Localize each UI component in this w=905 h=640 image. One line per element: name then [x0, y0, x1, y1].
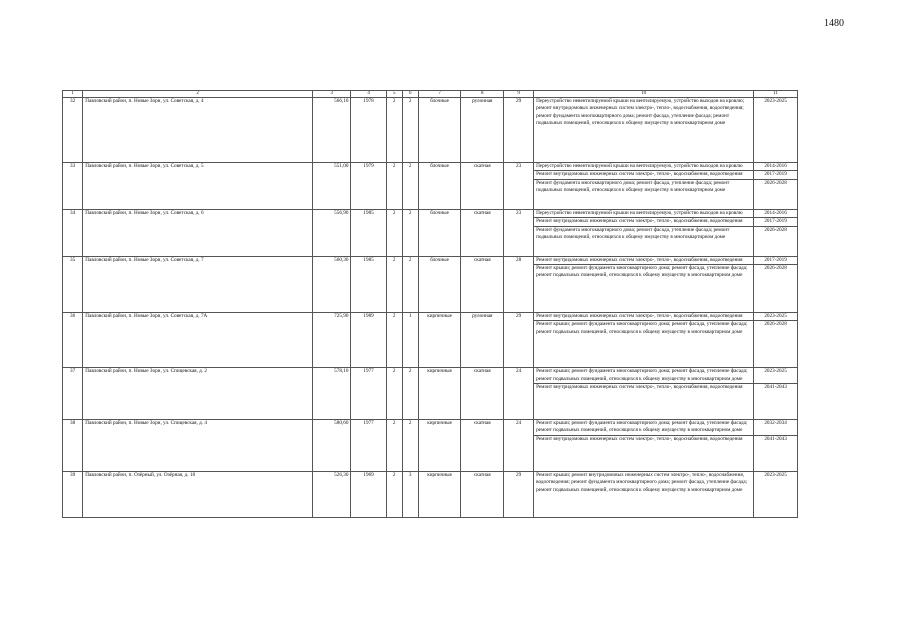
cell-roof-type: рулонная [461, 98, 504, 163]
cell-wear-percent: 23 [504, 163, 534, 210]
cell-row-number: 36 [63, 312, 83, 367]
cell-entrances: 2 [402, 209, 418, 256]
cell-entrances: 2 [402, 420, 418, 472]
cell-entrances: 2 [402, 98, 418, 163]
cell-row-number: 39 [63, 471, 83, 517]
cell-period: 2026-2028 [754, 321, 798, 368]
cell-wall-material: кирпичные [418, 312, 461, 367]
cell-area: 560,30 [312, 256, 350, 312]
page-number: 1480 [824, 18, 844, 29]
cell-work-type: Ремонт внутридомовых инженерных систем электро-, тепло-, водоснабжения, водоотведения [534, 435, 754, 471]
table-row [63, 98, 798, 163]
cell-period: 2017-2019 [754, 171, 798, 179]
cell-period: 2017-2019 [754, 256, 798, 264]
cell-address: Павловский район, п. Новые Зори, ул. Советская, д. 7 [83, 256, 313, 312]
cell-work-type: Ремонт крыши; ремонт фундамента многоквартирного дома; ремонт фасада, утепление фасада; ремонт подвальных помещений, относящихся к общему имуществу в многоквартирном доме [534, 321, 754, 368]
cell-work-type: Ремонт внутридомовых инженерных систем электро-, тепло-, водоснабжения, водоотведения [534, 171, 754, 179]
cell-area: 551,00 [312, 163, 350, 210]
cell-period: 2032-2034 [754, 420, 798, 436]
cell-year: 1977 [351, 420, 386, 472]
table-row [63, 471, 798, 517]
cell-wall-material: кирпичные [418, 420, 461, 472]
cell-wear-percent: 24 [504, 368, 534, 420]
cell-work-type: Ремонт крыши; ремонт внутридомовых инженерных систем электро-, тепло-, водоснабжения, водоотведения; ремонт фундамента многоквартирного дома; ремонт фасада, утепление фасада; ремонт подвальных помещений, относящихся к общему имуществу в многоквартирном доме [534, 471, 754, 517]
cell-work-type: Ремонт внутридомовых инженерных систем электро-, тепло-, водоснабжения, водоотведения [534, 312, 754, 320]
cell-floors: 2 [386, 420, 402, 472]
cell-period: 2017-2019 [754, 218, 798, 226]
cell-year: 1989 [351, 312, 386, 367]
cell-wall-material: кирпичные [418, 471, 461, 517]
cell-floors: 2 [386, 98, 402, 163]
cell-work-type: Ремонт крыши; ремонт фундамента многоквартирного дома; ремонт фасада, утепление фасада; ремонт подвальных помещений, относящихся к общему имуществу в многоквартирном доме [534, 368, 754, 384]
cell-period: 2026-2028 [754, 179, 798, 209]
cell-wall-material: блочные [418, 256, 461, 312]
cell-entrances: 1 [402, 312, 418, 367]
cell-row-number: 33 [63, 163, 83, 210]
cell-year: 1978 [351, 98, 386, 163]
col-number: 5 [386, 91, 402, 98]
cell-entrances: 2 [402, 256, 418, 312]
cell-row-number: 32 [63, 98, 83, 163]
cell-work-type: Ремонт фундамента многоквартирного дома; ремонт фасада, утепление фасада; ремонт подвальных помещений, относящихся к общему имуществу в многоквартирном доме [534, 179, 754, 209]
cell-address: Павловский район, п. Новые Зори, ул. Советская, д. 7А [83, 312, 313, 367]
cell-roof-type: скатная [461, 209, 504, 256]
cell-area: 580,60 [312, 420, 350, 472]
cell-address: Павловский район, п. Новые Зори, ул. Советская, д. 5 [83, 163, 313, 210]
cell-year: 1985 [351, 256, 386, 312]
cell-year: 1985 [351, 209, 386, 256]
col-number: 10 [534, 91, 754, 98]
cell-period: 2041-2043 [754, 435, 798, 471]
cell-work-type: Ремонт крыши; ремонт фундамента многоквартирного дома; ремонт фасада, утепление фасада; ремонт подвальных помещений, относящихся к общему имуществу в многоквартирном доме [534, 420, 754, 436]
table-body [63, 91, 798, 518]
cell-entrances: 2 [402, 368, 418, 420]
cell-area: 725,90 [312, 312, 350, 367]
cell-work-type: Ремонт внутридомовых инженерных систем электро-, тепло-, водоснабжения, водоотведения [534, 218, 754, 226]
table-row [63, 368, 798, 384]
cell-area: 578,10 [312, 368, 350, 420]
cell-period: 2014-2016 [754, 163, 798, 171]
cell-period: 2023-2025 [754, 471, 798, 517]
cell-address: Павловский район, п. Новые Зори, ул. Спицевская, д. 2 [83, 368, 313, 420]
col-number: 3 [312, 91, 350, 98]
col-number: 11 [754, 91, 798, 98]
cell-wear-percent: 23 [504, 209, 534, 256]
cell-roof-type: скатная [461, 368, 504, 420]
cell-work-type: Переустройство невентилируемой крыши на вентилируемую, устройство выходов на кровлю; ремонт внутридомовых инженерных систем электро-, тепло-, водоснабжения, водоотведения; ремонт фундамента многоквартирного дома; ремонт фасада, утепление фасада; ремонт подвальных помещений, относящихся к общему имуществу в многоквартирном доме [534, 98, 754, 163]
cell-wear-percent: 29 [504, 98, 534, 163]
cell-floors: 2 [386, 163, 402, 210]
cell-work-type: Ремонт крыши; ремонт фундамента многоквартирного дома; ремонт фасада, утепление фасада; ремонт подвальных помещений, относящихся к общему имуществу в многоквартирном доме [534, 264, 754, 312]
cell-floors: 2 [386, 368, 402, 420]
cell-roof-type: скатная [461, 471, 504, 517]
table-row [63, 256, 798, 264]
cell-floors: 2 [386, 312, 402, 367]
cell-period: 2014-2016 [754, 209, 798, 217]
cell-wall-material: кирпичные [418, 368, 461, 420]
cell-wear-percent: 28 [504, 256, 534, 312]
cell-address: Павловский район, п. Озёрный, ул. Озёрная, д. 18 [83, 471, 313, 517]
cell-work-type: Ремонт внутридомовых инженерных систем электро-, тепло-, водоснабжения, водоотведения [534, 384, 754, 420]
col-number: 4 [351, 91, 386, 98]
cell-period: 2026-2028 [754, 226, 798, 256]
col-number: 2 [83, 91, 313, 98]
cell-roof-type: рулонная [461, 312, 504, 367]
cell-work-type: Переустройство невентилируемой крыши на вентилируемую, устройство выходов на кровлю [534, 163, 754, 171]
cell-roof-type: скатная [461, 256, 504, 312]
cell-floors: 2 [386, 256, 402, 312]
cell-area: 566,10 [312, 98, 350, 163]
table-row [63, 209, 798, 217]
cell-floors: 2 [386, 471, 402, 517]
cell-year: 1979 [351, 163, 386, 210]
cell-wear-percent: 29 [504, 471, 534, 517]
cell-roof-type: скатная [461, 420, 504, 472]
cell-row-number: 35 [63, 256, 83, 312]
col-number: 7 [418, 91, 461, 98]
cell-period: 2023-2025 [754, 312, 798, 320]
column-number-row [63, 91, 798, 98]
cell-entrances: 3 [402, 471, 418, 517]
cell-area: 526,30 [312, 471, 350, 517]
cell-wall-material: блочные [418, 98, 461, 163]
cell-period: 2023-2025 [754, 368, 798, 384]
cell-address: Павловский район, п. Новые Зори, ул. Советская, д. 4 [83, 98, 313, 163]
cell-area: 556,90 [312, 209, 350, 256]
cell-row-number: 38 [63, 420, 83, 472]
cell-wear-percent: 29 [504, 312, 534, 367]
cell-period: 2041-2043 [754, 384, 798, 420]
col-number: 8 [461, 91, 504, 98]
col-number: 1 [63, 91, 83, 98]
col-number: 9 [504, 91, 534, 98]
cell-address: Павловский район, п. Новые Зори, ул. Советская, д. 6 [83, 209, 313, 256]
cell-row-number: 34 [63, 209, 83, 256]
cell-year: 1977 [351, 368, 386, 420]
cell-year: 1969 [351, 471, 386, 517]
table-row [63, 420, 798, 436]
cell-period: 2026-2028 [754, 264, 798, 312]
col-number: 6 [402, 91, 418, 98]
cell-work-type: Ремонт фундамента многоквартирного дома; ремонт фасада, утепление фасада; ремонт подвальных помещений, относящихся к общему имуществу в многоквартирном доме [534, 226, 754, 256]
cell-wall-material: блочные [418, 163, 461, 210]
cell-period: 2023-2025 [754, 98, 798, 163]
table-row [63, 312, 798, 320]
housing-registry-table [62, 90, 798, 518]
cell-address: Павловский район, п. Новые Зори, ул. Спицевская, д. 4 [83, 420, 313, 472]
cell-entrances: 2 [402, 163, 418, 210]
cell-wall-material: блочные [418, 209, 461, 256]
cell-floors: 2 [386, 209, 402, 256]
cell-work-type: Ремонт внутридомовых инженерных систем электро-, тепло-, водоснабжения, водоотведения [534, 256, 754, 264]
cell-roof-type: скатная [461, 163, 504, 210]
cell-row-number: 37 [63, 368, 83, 420]
cell-work-type: Переустройство невентилируемой крыши на вентилируемую, устройство выходов на кровлю [534, 209, 754, 217]
table-row [63, 163, 798, 171]
cell-wear-percent: 24 [504, 420, 534, 472]
